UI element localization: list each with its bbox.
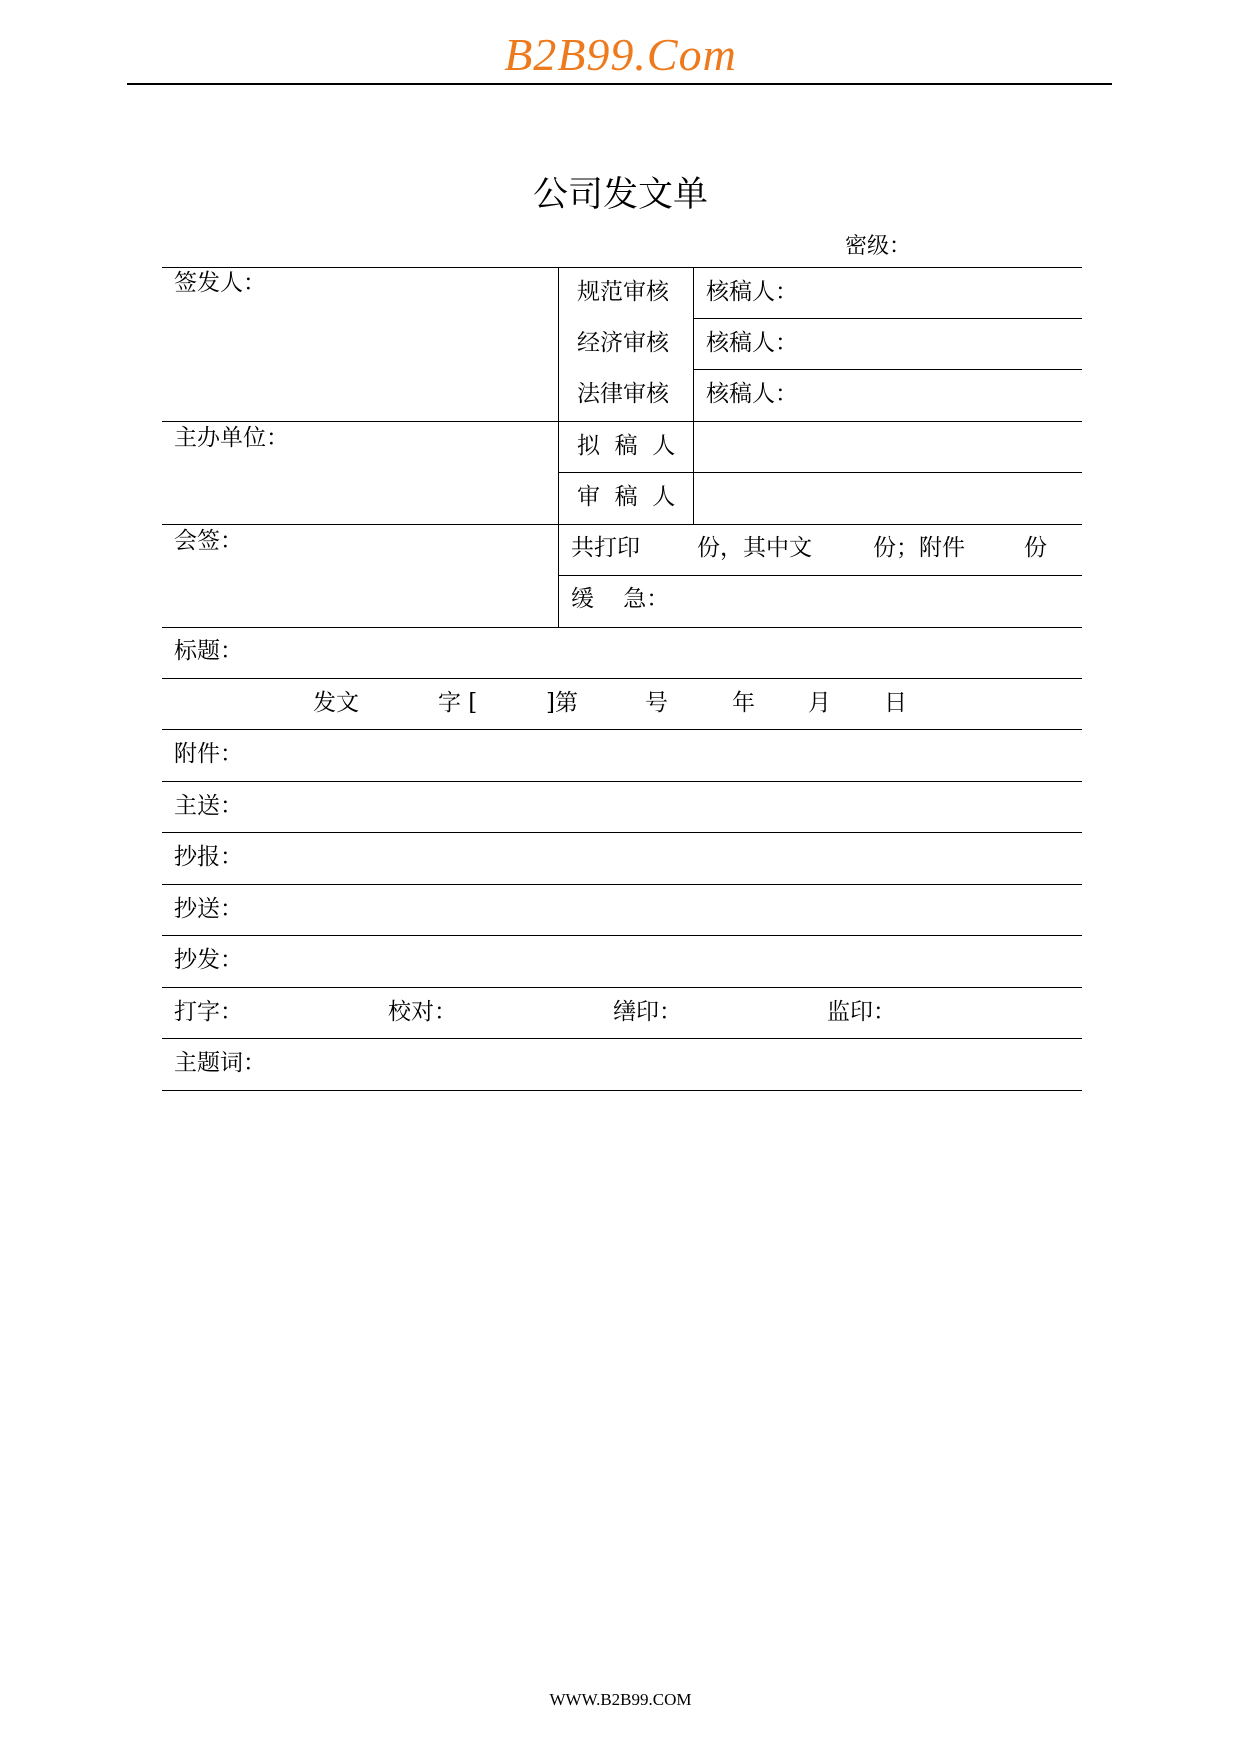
- review-legal-checker: 核稿人：: [706, 381, 798, 407]
- report-copy-label: 抄报：: [174, 844, 243, 870]
- doc-number-day: 日: [884, 690, 907, 716]
- doc-number-year: 年: [732, 690, 755, 716]
- form-divider-main: [558, 267, 559, 627]
- countersign-label: 会签：: [174, 528, 243, 554]
- print-count-prefix: 共打印: [571, 535, 640, 561]
- copy-issue-label: 抄发：: [174, 947, 243, 973]
- drafter-label: 拟 稿 人: [577, 433, 676, 459]
- form-line: [162, 1038, 1082, 1039]
- review-legal-label: 法律审核: [577, 381, 669, 407]
- main-send-label: 主送：: [174, 793, 243, 819]
- site-logo: B2B99.Com: [504, 29, 737, 80]
- form-line: [558, 575, 1082, 576]
- form-line: [162, 729, 1082, 730]
- doc-number-issue: 发文: [313, 690, 359, 716]
- footer-url: WWW.B2B99.COM: [549, 1690, 692, 1709]
- form-line: [162, 678, 1082, 679]
- form-line: [162, 935, 1082, 936]
- header-divider: [127, 83, 1112, 85]
- form-line-top: [162, 267, 1082, 268]
- form-line: [162, 524, 1082, 525]
- supervise-label: 监印：: [827, 999, 896, 1025]
- print-count-copies-2: 份；附件: [873, 535, 965, 561]
- host-unit-label: 主办单位：: [174, 425, 289, 451]
- attachment-label: 附件：: [174, 741, 243, 767]
- print-count-copies-1: 份，其中文: [697, 535, 812, 561]
- review-standard-label: 规范审核: [577, 279, 669, 305]
- draft-reviewer-label: 审 稿 人: [577, 484, 676, 510]
- typing-label: 打字：: [174, 999, 243, 1025]
- keywords-label: 主题词：: [174, 1050, 266, 1076]
- form-line-bottom: [162, 1090, 1082, 1091]
- review-economic-checker: 核稿人：: [706, 330, 798, 356]
- form-divider-review: [693, 267, 694, 524]
- urgency-label: 缓 急：: [571, 586, 670, 612]
- form-line: [162, 832, 1082, 833]
- signer-label: 签发人：: [174, 270, 266, 296]
- doc-number-month: 月: [808, 690, 831, 716]
- form-line: [693, 369, 1082, 370]
- doc-number-number: 号: [645, 690, 668, 716]
- form-line: [162, 781, 1082, 782]
- form-line: [162, 627, 1082, 628]
- subject-label: 标题：: [174, 638, 243, 664]
- secret-level-label: 密级：: [845, 234, 912, 259]
- review-economic-label: 经济审核: [577, 330, 669, 356]
- form-line: [558, 472, 1082, 473]
- form-line: [162, 884, 1082, 885]
- form-line: [162, 987, 1082, 988]
- form-line: [162, 421, 1082, 422]
- proofread-label: 校对：: [388, 999, 457, 1025]
- print-count-copies-3: 份: [1024, 535, 1047, 561]
- doc-number-char: 字 [: [438, 690, 478, 716]
- review-standard-checker: 核稿人：: [706, 279, 798, 305]
- print-copy-label: 缮印：: [613, 999, 682, 1025]
- copy-send-label: 抄送：: [174, 896, 243, 922]
- doc-number-order: ]第: [546, 690, 578, 716]
- form-line: [693, 318, 1082, 319]
- document-title: 公司发文单: [532, 175, 708, 215]
